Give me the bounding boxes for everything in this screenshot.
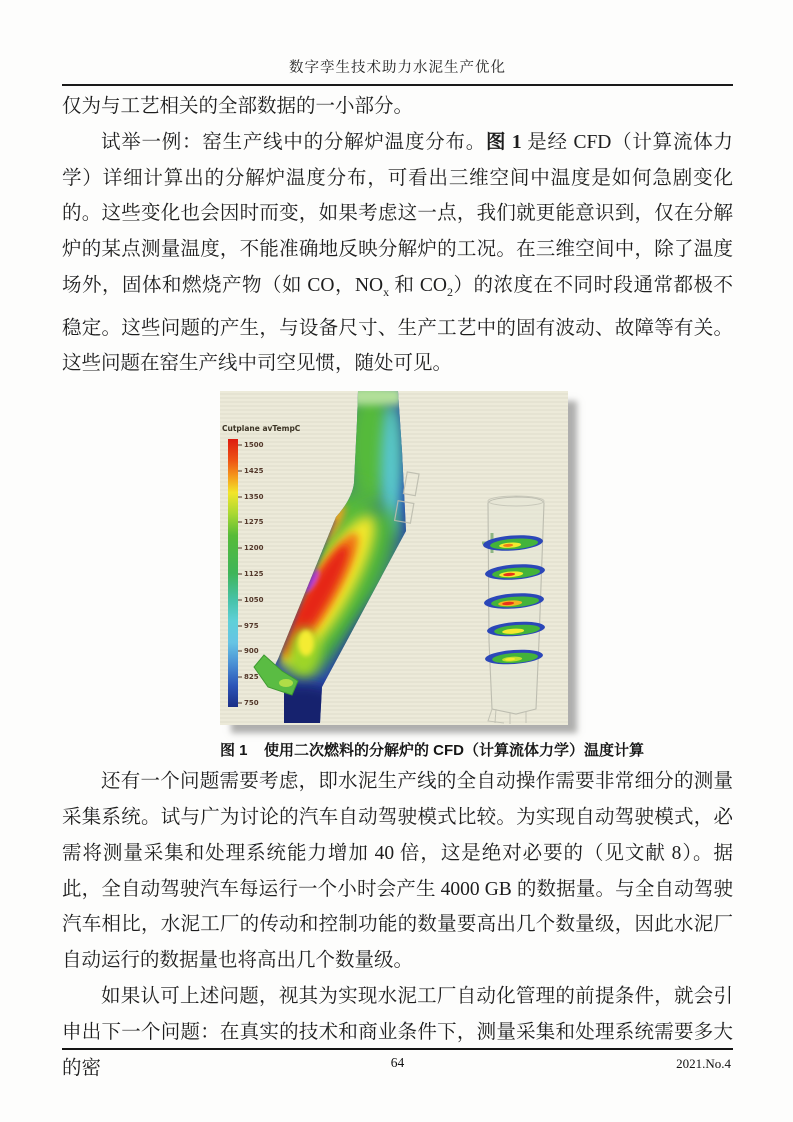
running-title: 数字孪生技术助力水泥生产优化 <box>289 60 506 76</box>
colorbar-tick: 1275 <box>244 518 264 527</box>
colorbar-tick: 750 <box>244 699 259 708</box>
vessel-3d-view <box>482 496 545 724</box>
p1-text: 试举一例：窑生产线中的分解炉温度分布。 <box>101 131 486 153</box>
colorbar-gradient <box>228 439 238 707</box>
colorbar-title: Cutplane avTempC <box>222 424 301 434</box>
figure-reference: 图 1 <box>486 131 522 153</box>
p1-text: ）的浓度在不同时段通常都极不稳定。这些问题的产生，与设备尺寸、生产工艺中的固有波动、故障等有关。这些问题在窑生产线中司空见惯，随处可见。 <box>62 274 733 375</box>
header-rule <box>62 84 733 86</box>
colorbar-tick: 1125 <box>244 570 264 579</box>
page-header <box>62 0 733 86</box>
colorbar-tick: 1200 <box>244 544 264 553</box>
colorbar-tick: 1425 <box>244 467 264 476</box>
paragraph-continuation: 仅为与工艺相关的全部数据的一小部分。 <box>62 96 414 117</box>
paragraph-1 <box>62 125 733 382</box>
colorbar-tick: 1500 <box>244 441 264 450</box>
paragraph-3: 如果认可上述问题，视其为实现水泥工厂自动化管理的前提条件，就会引申出下一个问题：在真实的技术和商业条件下，测量采集和处理系统需要多大的密 <box>62 986 733 1079</box>
colorbar-tick: 975 <box>244 622 259 631</box>
colorbar-tick: 1050 <box>244 596 264 605</box>
body-text-lower <box>62 764 733 1086</box>
p1-text: 是经 CFD（计算流体力学）详细计算出的分解炉温度分布，可看出三维空间中温度是如何急剧变化的。这些变化也会因时而变，如果考虑这一点，我们就更能意识到，仅在分解炉的某点测量温度，不能准确地反映分解炉的工况。在三维空间中，除了温度场外，固体和燃烧产物（如 CO，NO <box>62 131 733 296</box>
paragraph-2: 还有一个问题需要考虑，即水泥生产线的全自动操作需要非常细分的测量采集系统。试与广为讨论的汽车自动驾驶模式比较。为实现自动驾驶模式，必需将测量采集和处理系统能力增加 40 倍，这是绝对必要的（见文献 8）。据此，全自动驾驶汽车每运行一个小时会产生 4000 GB 的数据量。与全自动驾驶汽车相比，水泥工厂的传动和控制功能的数量要高出几个数量级，因此水泥厂自动运行的数据量也将高出几个数量级。 <box>62 771 733 972</box>
colorbar-tick: 1350 <box>244 493 264 502</box>
p1-text: 和 CO <box>389 274 447 296</box>
subscript-2: 2 <box>446 284 453 299</box>
figure-caption-label: 图 1 <box>220 742 248 760</box>
colorbar-tick: 825 <box>244 673 259 682</box>
issue-label: 2021.No.4 <box>676 1056 731 1071</box>
nozzle-tip <box>279 679 293 687</box>
colorbar-tick: 900 <box>244 647 259 656</box>
figure-1 <box>220 391 645 760</box>
figure-caption <box>220 739 645 760</box>
cfd-figure-svg <box>220 391 568 725</box>
cfd-temperature-figure <box>220 391 568 725</box>
body-text <box>62 89 733 382</box>
subscript-x: x <box>383 284 390 299</box>
page-number: 64 <box>390 1055 405 1070</box>
page-footer <box>62 1048 733 1075</box>
figure-caption-text: 使用二次燃料的分解炉的 CFD（计算流体力学）温度计算 <box>264 742 645 760</box>
colorbar-tickmarks <box>238 445 242 703</box>
